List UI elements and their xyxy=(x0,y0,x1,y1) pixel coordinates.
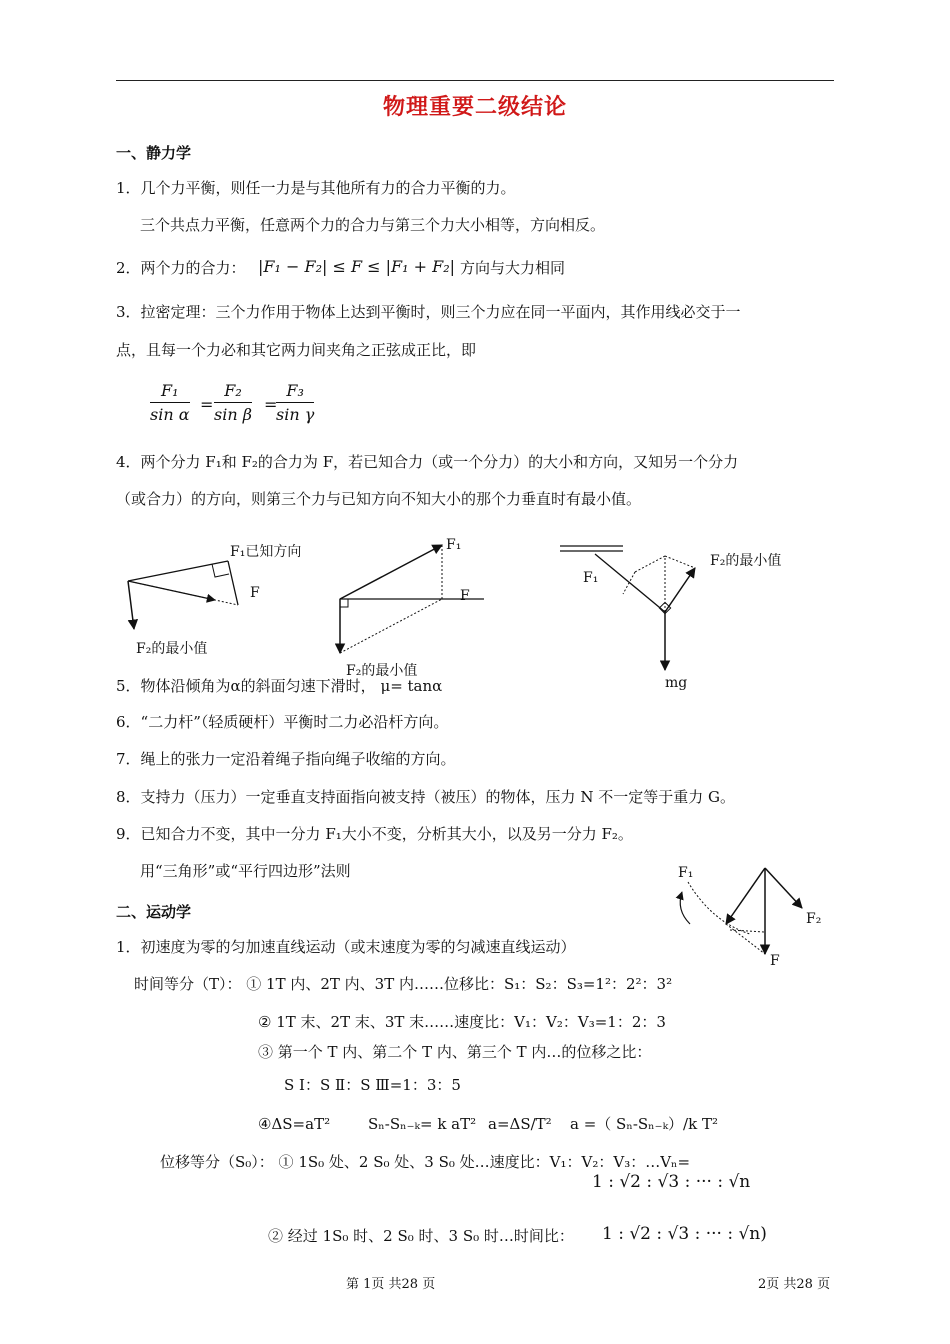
line-2b: 方向与大力相同 xyxy=(460,259,566,277)
kin-time-4: S Ⅰ：S Ⅱ：S Ⅲ=1：3：5 xyxy=(284,1076,461,1094)
d3-min-label: F₂的最小值 xyxy=(710,553,782,569)
line-7: 7．绳上的张力一定沿着绳子指向绳子收缩的方向。 xyxy=(116,750,456,768)
line-4a: 4．两个分力 F₁和 F₂的合力为 F，若已知合力（或一个分力）的大小和方向，又知另一个分力 xyxy=(116,453,739,471)
kin-disp-2: ② 经过 1S₀ 时、2 S₀ 时、3 S₀ 时…时间比： xyxy=(268,1227,574,1245)
line-1: 1．几个力平衡，则任一力是与其他所有力的合力平衡的力。 xyxy=(116,179,516,197)
d4-F1-label: F₁ xyxy=(678,865,694,881)
line-5: 5．物体沿倾角为α的斜面匀速下滑时， μ= tanα xyxy=(116,677,443,695)
d4-F2-label: F₂ xyxy=(806,911,822,927)
d4-F-label: F xyxy=(770,953,780,969)
lami-fraction-2 xyxy=(214,381,252,424)
kin-disp-2-ratio: 1 : √2 : √3 : ··· : √n) xyxy=(602,1224,767,1244)
d3-F1-label: F₁ xyxy=(583,570,599,586)
section-kinematics: 二、运动学 xyxy=(116,903,192,921)
kin-time-5d: a =（ Sₙ-Sₙ₋ₖ）/k T² xyxy=(570,1115,718,1133)
formula-resultant-range: |F₁ − F₂| ≤ F ≤ |F₁ + F₂| xyxy=(258,257,456,276)
footer-page-right: 2页 共28 页 xyxy=(758,1277,831,1292)
line-9b: 用“三角形”或“平行四边形”法则 xyxy=(140,862,351,880)
lami-num-3: F₃ xyxy=(276,381,314,403)
header-rule xyxy=(116,80,834,81)
line-2: 2．两个力的合力： xyxy=(116,259,246,277)
line-3b: 点，且每一个力必和其它两力间夹角之正弦成正比，即 xyxy=(116,341,477,359)
line-6: 6．“二力杆”（轻质硬杆）平衡时二力必沿杆方向。 xyxy=(116,713,449,731)
kin-disp-1-ratio: 1 : √2 : √3 : ··· : √n xyxy=(592,1172,751,1192)
lami-den-2: sin β xyxy=(214,405,252,424)
diagram-2-force-min xyxy=(330,535,490,675)
d1-F-label: F xyxy=(250,585,260,601)
d1-known-direction-label: F₁已知方向 xyxy=(230,544,302,560)
lami-den-1: sin α xyxy=(150,405,190,424)
footer-page-left: 第 1页 共28 页 xyxy=(346,1277,436,1292)
section-statics: 一、静力学 xyxy=(116,144,192,162)
kin-time-1: 时间等分（T）： ① 1T 内、2T 内、3T 内……位移比：S₁：S₂：S₃=1²：2²：3² xyxy=(134,975,673,993)
kin-disp-1: 位移等分（S₀）： ① 1S₀ 处、2 S₀ 处、3 S₀ 处…速度比：V₁：V₂：V₃：…Vₙ= xyxy=(160,1153,691,1171)
kin-time-5b: Sₙ-Sₙ₋ₖ= k aT² xyxy=(368,1115,477,1133)
equals-sign: = xyxy=(264,395,278,414)
kin-time-3: ③ 第一个 T 内、第二个 T 内、第三个 T 内…的位移之比： xyxy=(258,1043,652,1061)
lami-fraction-1 xyxy=(150,381,190,424)
lami-fraction-3 xyxy=(276,381,314,424)
d2-F-label: F xyxy=(460,588,470,604)
d2-min-label: F₂的最小值 xyxy=(346,663,418,679)
kin-line-1: 1．初速度为零的匀加速直线运动（或末速度为零的匀减速直线运动） xyxy=(116,938,576,956)
lami-num-2: F₂ xyxy=(214,381,252,403)
d2-F1-label: F₁ xyxy=(446,537,462,553)
d3-mg-label: mg xyxy=(665,675,688,691)
lami-den-3: sin γ xyxy=(276,405,315,424)
kin-time-5c: a=ΔS/T² xyxy=(488,1115,552,1133)
page-title: 物理重要二级结论 xyxy=(382,95,567,120)
line-3a: 3．拉密定理：三个力作用于物体上达到平衡时，则三个力应在同一平面内，其作用线必交于一 xyxy=(116,303,741,321)
kin-time-5a: ④ΔS=aT² xyxy=(258,1115,331,1133)
line-4b: （或合力）的方向，则第三个力与已知方向不知大小的那个力垂直时有最小值。 xyxy=(116,490,642,508)
line-9: 9．已知合力不变，其中一分力 F₁大小不变，分析其大小，以及另一分力 F₂。 xyxy=(116,825,633,843)
kin-time-2: ② 1T 末、2T 末、3T 末……速度比：V₁：V₂：V₃=1：2：3 xyxy=(258,1013,666,1031)
line-1b: 三个共点力平衡，任意两个力的合力与第三个力大小相等，方向相反。 xyxy=(140,216,606,234)
d1-min-label: F₂的最小值 xyxy=(136,641,208,657)
line-8: 8．支持力（压力）一定垂直支持面指向被支持（被压）的物体，压力 N 不一定等于重力 G。 xyxy=(116,788,735,806)
equals-sign: = xyxy=(200,395,214,414)
lami-num-1: F₁ xyxy=(150,381,190,403)
